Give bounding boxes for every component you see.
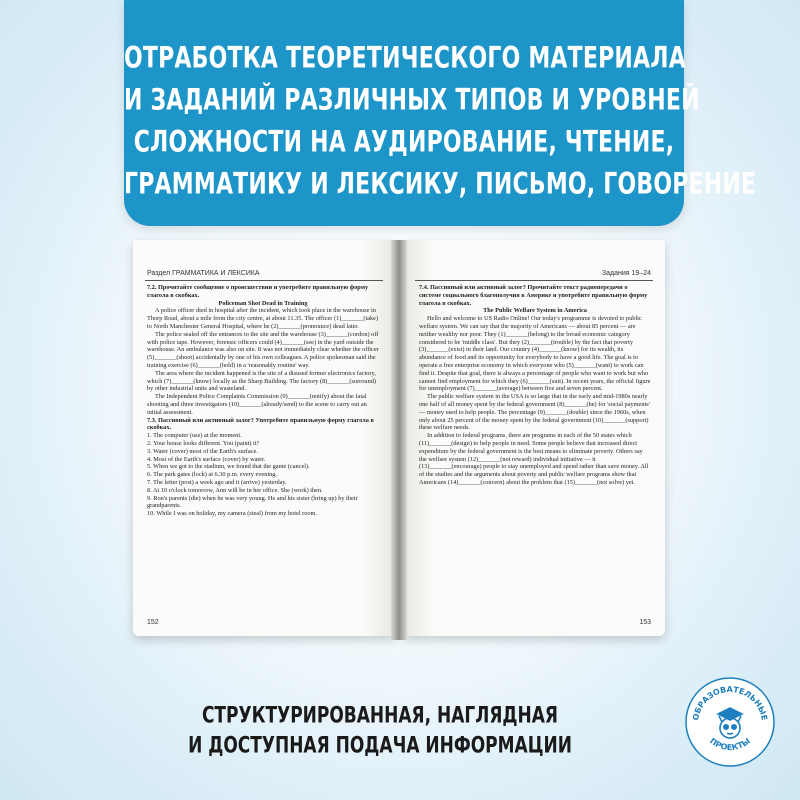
list-item: 2. Your house looks different. You (paint) it? (147, 439, 260, 447)
list-item: 8. At 10 o'clock tomorrow, Ann will be in her office. She (work) then. (147, 486, 323, 494)
exercise-list (147, 432, 379, 518)
banner-line-1: ОТРАБОТКА ТЕОРЕТИЧЕСКОГО МАТЕРИАЛА (124, 41, 686, 76)
open-book-image (133, 240, 665, 640)
list-item: 4. Most of the Earth's surface (cover) by water. (147, 455, 266, 463)
paragraph: Hello and welcome to US Radio Online! Our today's programme is devoted to public welfare system. We can say that the majority of Americans — about 85 percent — are neither wealthy nor poor. They (1)_______(belong) to the broad economic category considered to be 'middle class'. But they (2)_______(trouble) by the fact that poverty (3)_______(exist) in their land. Our country (4)_______(know) for its wealth, its abundance of food and its opportunity for everybody to have a good life. The goal is to operate a free enterprise economy in which everyone who (5)_______(want) to work can find it. Despite that goal, there is always a percentage of people who want to work but who cannot find employment for which they (6)_______(suit). In recent years, the official figure for unemployment (7)_______(average) between five and seven percent. (419, 315, 651, 393)
list-item: 3. Water (cover) most of the Earth's surface. (147, 447, 258, 455)
paragraph: The police sealed off the entrances to the site and the warehouse (3)_______(cordon) off with police tape. However, forensic officers could (4)_______(see) in the yard outside the warehouse. An ambulance was also on site. It was not immediately clear whether the officer (5)_______(shoot) accidentally by one of his own colleagues. A police spokesman said the training exercise (6)_______(hold) in a 'reasonably routine' way. (147, 330, 379, 369)
left-page-text (147, 284, 379, 518)
list-item: 1. The computer (use) at the moment. (147, 432, 242, 440)
paragraph: In addition to federal programs, there are programs in each of the 50 states which (11)_______(design) to help people in need. Some people believe that increased direct expenditure by the federal government is the best means to eliminate poverty. Others say the welfare system (12)_______(not reward) individual initiative — it (13)_______(encourage) people to stay unemployed and spend rather than save money. All of the studies and the arguments about poverty and public welfare programs show that Americans (14)_______(concern) about the problem that (15)_______(not solve) yet. (419, 432, 649, 486)
list-item: 5. When we got to the stadium, we found that the game (cancel). (147, 463, 310, 471)
paragraph: The area where the incident happened is the site of a disused former electronics factory, which (7)_______(know) locally as the Sharp Building. The factory (8)_______(surround) by other industrial units and wasteland. (147, 369, 376, 393)
top-banner (124, 0, 757, 226)
list-item: 10. While I was on holiday, my camera (steal) from my hotel room. (147, 510, 317, 518)
banner-line-4: ГРАММАТИКУ И ЛЕКСИКУ, ПИСЬМО, ГОВОРЕНИЕ (124, 167, 757, 202)
article-title-right: The Public Welfare System in America (483, 307, 587, 315)
list-item: 7. The letter (post) a week ago and it (arrive) yesterday. (147, 478, 287, 486)
paragraph: A police officer died in hospital after the incident, which took place in the warehouse in Thorp Road, about a mile from the city centre, at about 11.35. The officer (1)_______(take) to North Manchester General Hospital, where he (2)_______(pronounce) dead later. (147, 307, 379, 330)
right-page-text (419, 284, 651, 487)
left-page (133, 240, 395, 636)
logo-text-bottom: ПРОЕКТЫ (708, 736, 752, 753)
paragraph: The Independent Police Complaints Commission (9)_______(notify) about the fatal shooting and three investigators (10)_______(already/send) to the scene to carry out an initial assessment. (147, 393, 367, 416)
list-item: 6. The park gates (lock) at 6.30 p.m. every evening. (147, 471, 277, 479)
book-spine (391, 240, 407, 640)
banner-line-3: СЛОЖНОСТИ НА АУДИРОВАНИЕ, ЧТЕНИЕ, (133, 125, 675, 160)
task-7-3: 7.3. Пассивный или активный залог? Употребите правильную форму глагола в скобках. (147, 416, 374, 432)
right-running-head: Задания 19–24 (601, 270, 651, 277)
publisher-logo (684, 676, 776, 768)
left-running-head: Раздел ГРАММАТИКА И ЛЕКСИКА (147, 270, 260, 277)
task-7-4: 7.4. Пассивный или активный залог? Прочитайте текст радиопередачи о системе социального благополучия в Америке и употребите правильную форму глагола в скобках. (419, 284, 648, 307)
left-page-number: 152 (147, 619, 159, 626)
bottom-caption-line-1: СТРУКТУРИРОВАННАЯ, НАГЛЯДНАЯ (201, 703, 559, 729)
right-page-number: 153 (639, 619, 651, 626)
left-head-rule (145, 280, 383, 281)
list-item: 9. Ron's parents (die) when he was very young. He and his sister (bring up) by their grandparents. (147, 494, 358, 510)
logo-text-top: ОБРАЗОВАТЕЛЬНЫЕ (691, 684, 769, 722)
banner-line-2: И ЗАДАНИЙ РАЗЛИЧНЫХ ТИПОВ И УРОВНЕЙ (124, 83, 700, 118)
bottom-caption-line-2: И ДОСТУПНАЯ ПОДАЧА ИНФОРМАЦИИ (188, 733, 572, 759)
paragraph: The public welfare system in the USA is so large that in the early and mid-1980s nearly one half of all money spent by the federal government (8)_______(be) for 'social payments' — money used to help people. The percentage (9)_______(double) since the 1960s, when only about 25 percent of the money spent by the federal government (10)_______(support) these welfare needs. (419, 393, 650, 432)
article-title-left: Policeman Shot Dead in Training (218, 299, 308, 307)
right-head-rule (415, 280, 653, 281)
logo-emblem-icon (684, 676, 776, 768)
task-7-2: 7.2. Прочитайте сообщение о происшествии и употребите правильную форму глагола в скобках. (147, 284, 369, 299)
right-page (403, 240, 665, 636)
